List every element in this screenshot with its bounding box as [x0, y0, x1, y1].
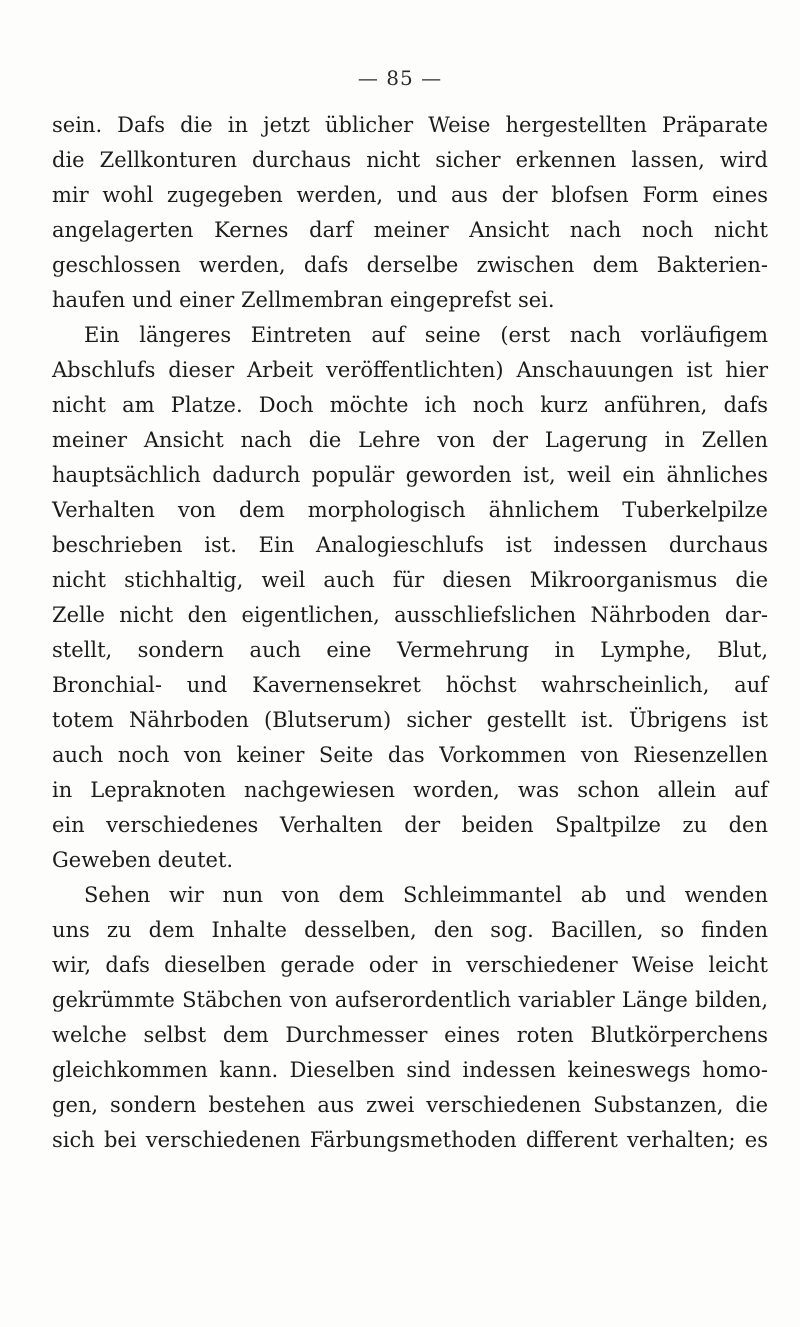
- text-line: gen, sondern bestehen aus zwei verschiedenen Substanzen, die: [52, 1093, 768, 1117]
- text-line: gleichkommen kann. Dieselben sind indessen keineswegs homo-: [52, 1058, 768, 1082]
- text-line: geschlossen werden, dafs derselbe zwischen dem Bakterien-: [52, 253, 768, 277]
- text-line: Zelle nicht den eigentlichen, ausschliefslichen Nährboden dar-: [52, 603, 768, 627]
- paragraph-3: [52, 878, 768, 1158]
- text-line: Sehen wir nun von dem Schleimmantel ab und wenden: [84, 883, 768, 907]
- text-line: die Zellkonturen durchaus nicht sicher erkennen lassen, wird: [52, 148, 768, 172]
- text-line: angelagerten Kernes darf meiner Ansicht nach noch nicht: [52, 218, 768, 242]
- text-line: Geweben deutet.: [52, 848, 234, 872]
- text-line: Abschlufs dieser Arbeit veröffentlichten) Anschauungen ist hier: [52, 358, 768, 382]
- text-line: welche selbst dem Durchmesser eines roten Blutkörperchens: [52, 1023, 768, 1047]
- paragraph-1: [52, 108, 768, 318]
- text-line: auch noch von keiner Seite das Vorkommen von Riesenzellen: [52, 743, 768, 767]
- text-line: beschrieben ist. Ein Analogieschlufs ist indessen durchaus: [52, 533, 768, 557]
- text-line: ein verschiedenes Verhalten der beiden Spaltpilze zu den: [52, 813, 768, 837]
- text-line: Ein längeres Eintreten auf seine (erst nach vorläufigem: [84, 323, 768, 347]
- text-line: totem Nährboden (Blutserum) sicher gestellt ist. Übrigens ist: [52, 708, 768, 732]
- body-text: [52, 108, 768, 1158]
- text-line: nicht am Platze. Doch möchte ich noch kurz anführen, dafs: [52, 393, 768, 417]
- text-line: wir, dafs dieselben gerade oder in verschiedener Weise leicht: [52, 953, 768, 977]
- text-line: mir wohl zugegeben werden, und aus der blofsen Form eines: [52, 183, 768, 207]
- text-line: in Lepraknoten nachgewiesen worden, was schon allein auf: [52, 778, 768, 802]
- text-line: sich bei verschiedenen Färbungsmethoden different verhalten; es: [52, 1128, 768, 1152]
- text-line: Verhalten von dem morphologisch ähnlichem Tuberkelpilze: [52, 498, 768, 522]
- text-line: haufen und einer Zellmembran eingeprefst sei.: [52, 288, 555, 312]
- text-line: gekrümmte Stäbchen von aufserordentlich variabler Länge bilden,: [52, 988, 768, 1012]
- text-line: sein. Dafs die in jetzt üblicher Weise hergestellten Präparate: [52, 113, 768, 137]
- text-line: nicht stichhaltig, weil auch für diesen Mikroorganismus die: [52, 568, 768, 592]
- page-number-header: — 85 —: [357, 66, 443, 90]
- text-line: meiner Ansicht nach die Lehre von der Lagerung in Zellen: [52, 428, 768, 452]
- text-line: uns zu dem Inhalte desselben, den sog. Bacillen, so finden: [52, 918, 768, 942]
- paragraph-2: [52, 318, 768, 878]
- text-line: stellt, sondern auch eine Vermehrung in Lymphe, Blut,: [52, 638, 768, 662]
- text-line: hauptsächlich dadurch populär geworden ist, weil ein ähnliches: [52, 463, 768, 487]
- text-line: Bronchial- und Kavernensekret höchst wahrscheinlich, auf: [52, 673, 768, 697]
